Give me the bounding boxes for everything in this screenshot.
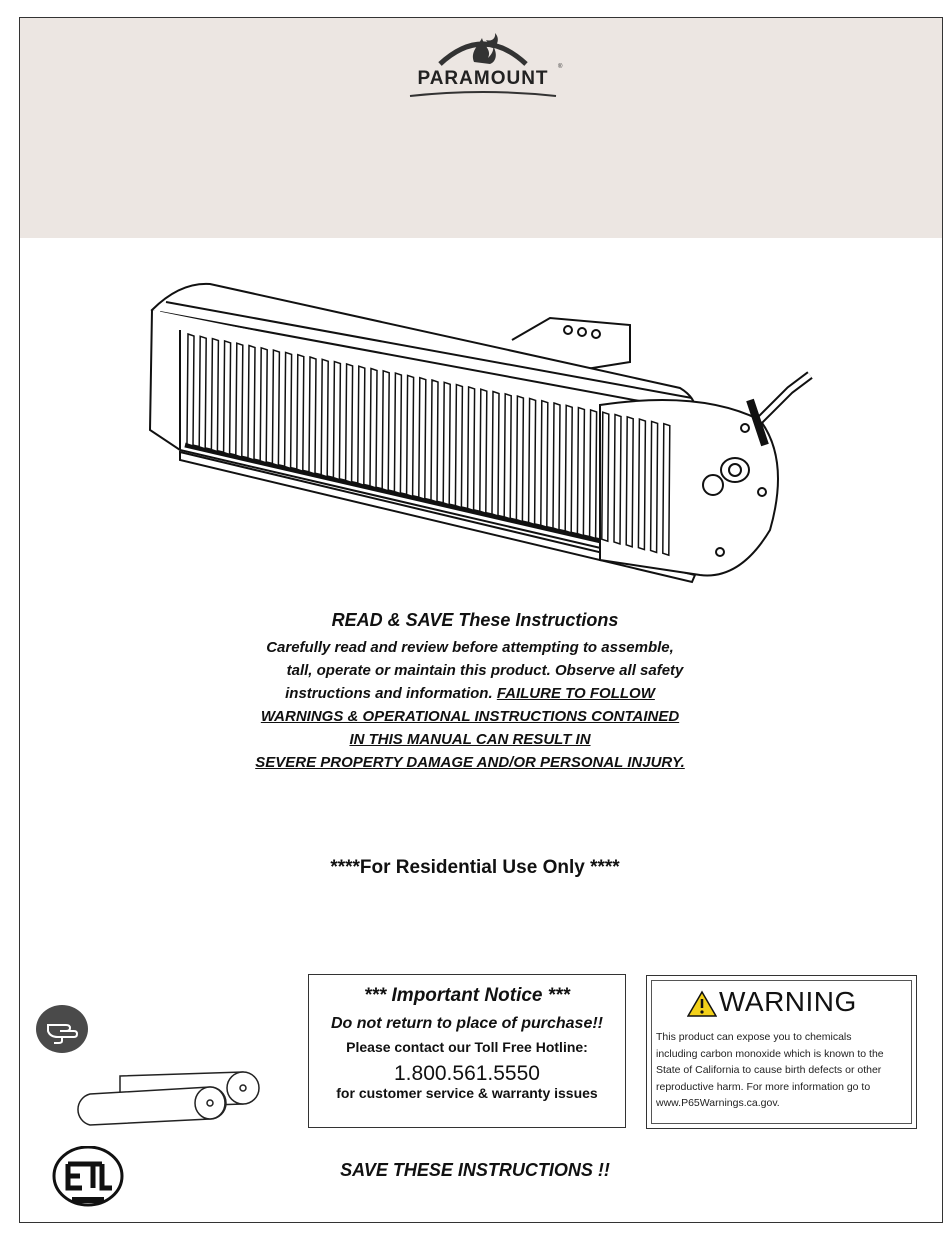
important-notice-box xyxy=(308,974,626,1128)
heater-fin xyxy=(651,421,658,552)
warning-line: including carbon monoxide which is known to the xyxy=(656,1047,884,1060)
heater-fin xyxy=(468,387,475,511)
heater-fin xyxy=(260,348,267,463)
failure-text: SEVERE PROPERTY DAMAGE AND/OR PERSONAL INJURY. xyxy=(255,754,685,771)
heater-fin xyxy=(407,375,414,496)
warning-heading: WARNING xyxy=(719,986,857,1017)
paramount-logo xyxy=(400,28,566,102)
instructions-line xyxy=(215,751,725,774)
heater-fin xyxy=(516,396,523,521)
heater-fin xyxy=(211,339,218,452)
heater-fin xyxy=(358,366,365,485)
heater-fin xyxy=(419,378,426,500)
warning-line: www.P65Warnings.ca.gov. xyxy=(656,1097,780,1109)
heater-fin xyxy=(577,408,584,536)
heater-fin xyxy=(199,336,206,449)
brand-name: PARAMOUNT xyxy=(417,68,549,89)
heater-fin xyxy=(236,343,243,457)
warning-triangle-icon xyxy=(687,990,717,1018)
instructions-line xyxy=(215,682,725,705)
heater-fin xyxy=(541,401,548,528)
heater-fin xyxy=(480,389,487,513)
instructions-line xyxy=(215,728,725,751)
instructions-body xyxy=(215,636,725,774)
heater-fin xyxy=(553,403,560,530)
read-save-title: READ & SAVE These Instructions xyxy=(331,610,619,630)
heater-fin xyxy=(224,341,231,455)
notice-title: *** Important Notice *** xyxy=(364,985,570,1006)
heater-fin xyxy=(431,380,438,502)
warning-line: State of California to cause birth defects or other xyxy=(656,1064,882,1076)
prop65-warning-box xyxy=(646,975,917,1129)
notice-subtitle: Do not return to place of purchase!! xyxy=(330,1015,603,1032)
warning-line: This product can expose you to chemicals xyxy=(656,1031,852,1043)
failure-text: WARNINGS & OPERATIONAL INSTRUCTIONS CONTAINED xyxy=(260,708,680,725)
heater-fin xyxy=(590,410,597,539)
heater-fin xyxy=(455,385,462,508)
heater-fin xyxy=(443,382,450,505)
svg-text:®: ® xyxy=(558,64,563,70)
heater-fin xyxy=(309,357,316,474)
pointing-hand-icon xyxy=(36,1005,88,1053)
instructions-text: instructions and information. xyxy=(285,685,493,702)
failure-text: IN THIS MANUAL CAN RESULT IN xyxy=(349,731,591,748)
heater-fin xyxy=(394,373,401,494)
notice-contact: Please contact our Toll Free Hotline: xyxy=(346,1039,588,1055)
heater-fin xyxy=(638,419,645,549)
heater-fin xyxy=(663,424,670,556)
heater-fin xyxy=(382,371,389,491)
heater-fin xyxy=(285,352,292,468)
notice-issues: for customer service & warranty issues xyxy=(336,1085,598,1101)
heater-fin xyxy=(346,364,353,483)
instructions-line xyxy=(215,705,725,728)
heater-fin xyxy=(297,355,304,472)
heater-fin xyxy=(187,334,194,446)
warning-text xyxy=(656,1029,908,1112)
heater-fin xyxy=(614,415,621,545)
heater-fin xyxy=(529,398,536,524)
heater-fin xyxy=(321,359,328,477)
heater-fin xyxy=(565,405,572,533)
failure-text: FAILURE TO FOLLOW xyxy=(496,685,655,702)
flame-arch-icon xyxy=(400,28,566,102)
heater-fin xyxy=(492,392,499,517)
heater-fin xyxy=(248,346,255,461)
instructions-line: Carefully read and review before attempting to assemble, xyxy=(266,639,674,656)
hotline-number: 1.800.561.5550 xyxy=(394,1062,540,1085)
heater-fin xyxy=(272,350,279,466)
warning-line: reproductive harm. For more information go to xyxy=(656,1080,871,1093)
roller-tubes-illustration xyxy=(75,1068,270,1133)
residential-use-notice: ****For Residential Use Only **** xyxy=(330,857,620,878)
instructions-line: tall, operate or maintain this product. Observe all safety xyxy=(286,662,684,679)
save-instructions-footer: SAVE THESE INSTRUCTIONS !! xyxy=(340,1160,610,1180)
heater-fin xyxy=(504,394,511,519)
heater-fin xyxy=(333,362,340,480)
heater-fin xyxy=(626,417,633,547)
heater-illustration xyxy=(140,270,830,600)
heater-fin xyxy=(370,369,377,489)
heater-fin xyxy=(602,412,609,541)
